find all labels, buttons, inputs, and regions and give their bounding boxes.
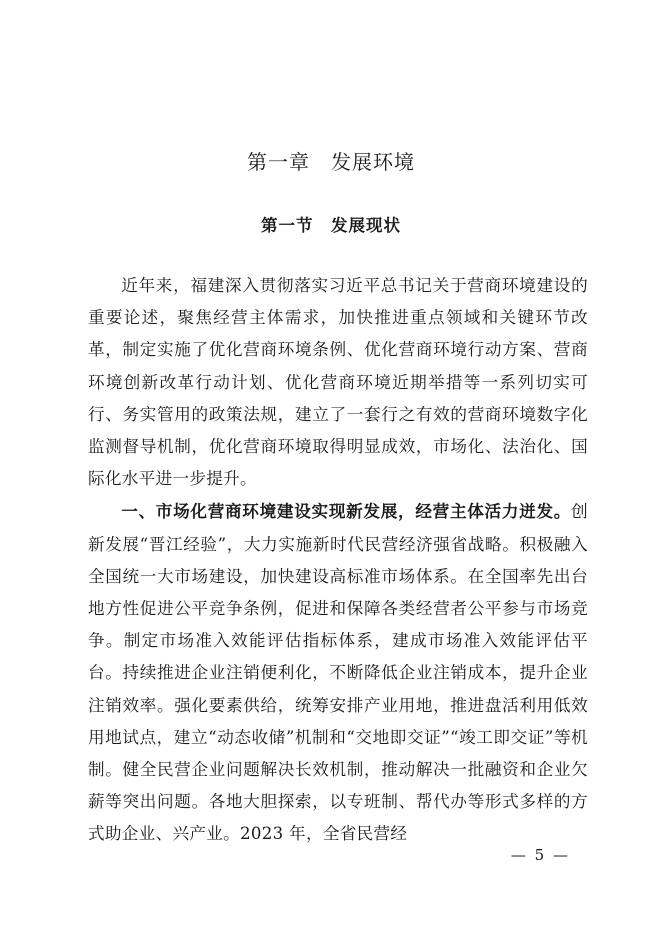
intro-paragraph: 近年来，福建深入贯彻落实习近平总书记关于营商环境建设的重要论述，聚焦经营主体需求，加快推进重点领域和关键环节改革，制定实施了优化营商环境条例、优化营商环境行动方案、营商环境创新改革行动计划、优化营商环境近期举措等一系列切实可行、务实管用的政策法规，建立了一套行之有效的营商环境数字化监测督导机制，优化营商环境取得明显成效，市场化、法治化、国际化水平进一步提升。	[88, 276, 588, 489]
page-number: — 5 —	[510, 846, 570, 864]
body-text	[88, 270, 588, 851]
chapter-title: 第一章 发展环境	[247, 150, 415, 174]
section-title: 第一节 发展现状	[261, 216, 401, 235]
point-1-paragraph	[88, 495, 588, 850]
point-1-heading: 一、市场化营商环境建设实现新发展，经营主体活力迸发。	[121, 501, 572, 522]
point-1-body: 创新发展“晋江经验”，大力实施新时代民营经济强省战略。积极融入全国统一大市场建设，加快建设高标准市场体系。在全国率先出台地方性促进公平竞争条例，促进和保障各类经营者公平参与市场竞争。制定市场准入效能评估指标体系，建成市场准入效能评估平台。持续推进企业注销便利化，不断降低企业注销成本，提升企业注销效率。强化要素供给，统筹安排产业用地，推进盘活利用低效用地试点，建立“动态收储”机制和“交地即交证”“竣工即交证”等机制。健全民营企业问题解决长效机制，推动解决一批融资和企业欠薪等突出问题。各地大胆探索，以专班制、帮代办等形式多样的方式助企业、兴产业。2023 年，全省民营经	[88, 502, 588, 844]
